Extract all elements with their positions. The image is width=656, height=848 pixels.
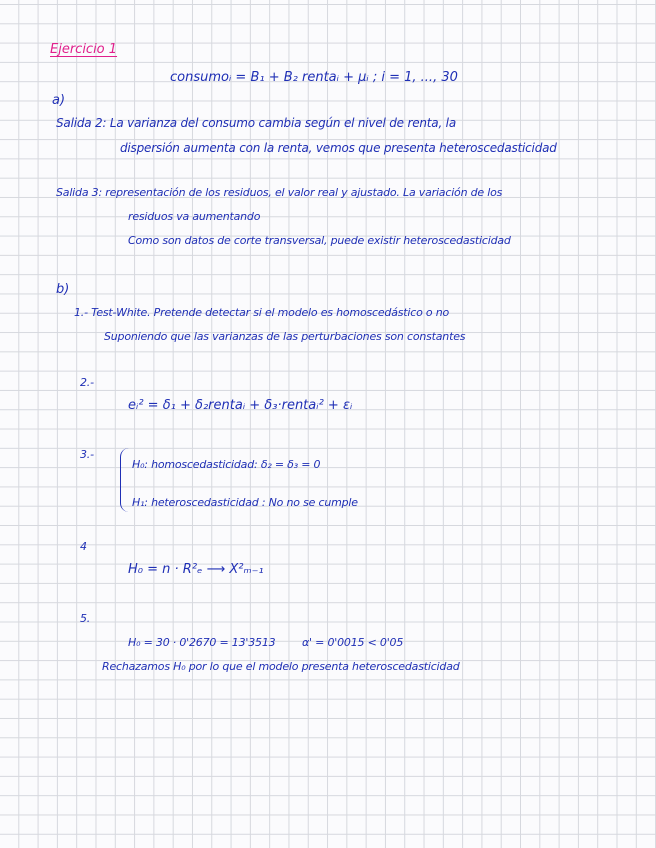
- step3-number: 3.-: [80, 448, 94, 461]
- step4-number: 4: [80, 540, 87, 553]
- step5-number: 5.: [80, 612, 91, 625]
- step1-line1: 1.- Test-White. Pretende detectar si el modelo es homoscedástico o no: [74, 306, 450, 319]
- step4-formula: H₀ = n · R²ₑ ⟶ X²ₘ₋₁: [128, 562, 264, 577]
- step2-number: 2.-: [80, 376, 94, 389]
- salida2-line1: Salida 2: La varianza del consumo cambia según el nivel de renta, la: [56, 116, 456, 130]
- part-b-label: b): [56, 282, 70, 297]
- step1-line2: Suponiendo que las varianzas de las perturbaciones son constantes: [104, 330, 466, 343]
- salida3-line1: Salida 3: representación de los residuos, el valor real y ajustado. La variación de los: [56, 186, 503, 199]
- step3-h1: H₁: heteroscedasticidad : No no se cumple: [132, 496, 358, 509]
- salida2-line2: dispersión aumenta con la renta, vemos que presenta heteroscedasticidad: [120, 141, 557, 155]
- step3-h0: H₀: homoscedasticidad: δ₂ = δ₃ = 0: [132, 458, 321, 471]
- page-title: Ejercicio 1: [50, 42, 118, 57]
- hypothesis-brace: [120, 448, 129, 512]
- step5-alpha: α' = 0'0015 < 0'05: [302, 636, 404, 649]
- part-a-label: a): [52, 93, 66, 108]
- salida3-line2: residuos va aumentando: [128, 210, 261, 223]
- salida3-line3: Como son datos de corte transversal, puede existir heteroscedasticidad: [128, 234, 511, 247]
- step5-calculation: H₀ = 30 · 0'2670 = 13'3513: [128, 636, 276, 649]
- model-equation: consumoᵢ = B₁ + B₂ rentaᵢ + μᵢ ; i = 1, ..., 30: [170, 70, 458, 85]
- step2-equation: eᵢ² = δ₁ + δ₂rentaᵢ + δ₃·rentaᵢ² + εᵢ: [128, 398, 353, 413]
- step5-conclusion: Rechazamos H₀ por lo que el modelo presenta heteroscedasticidad: [102, 660, 460, 673]
